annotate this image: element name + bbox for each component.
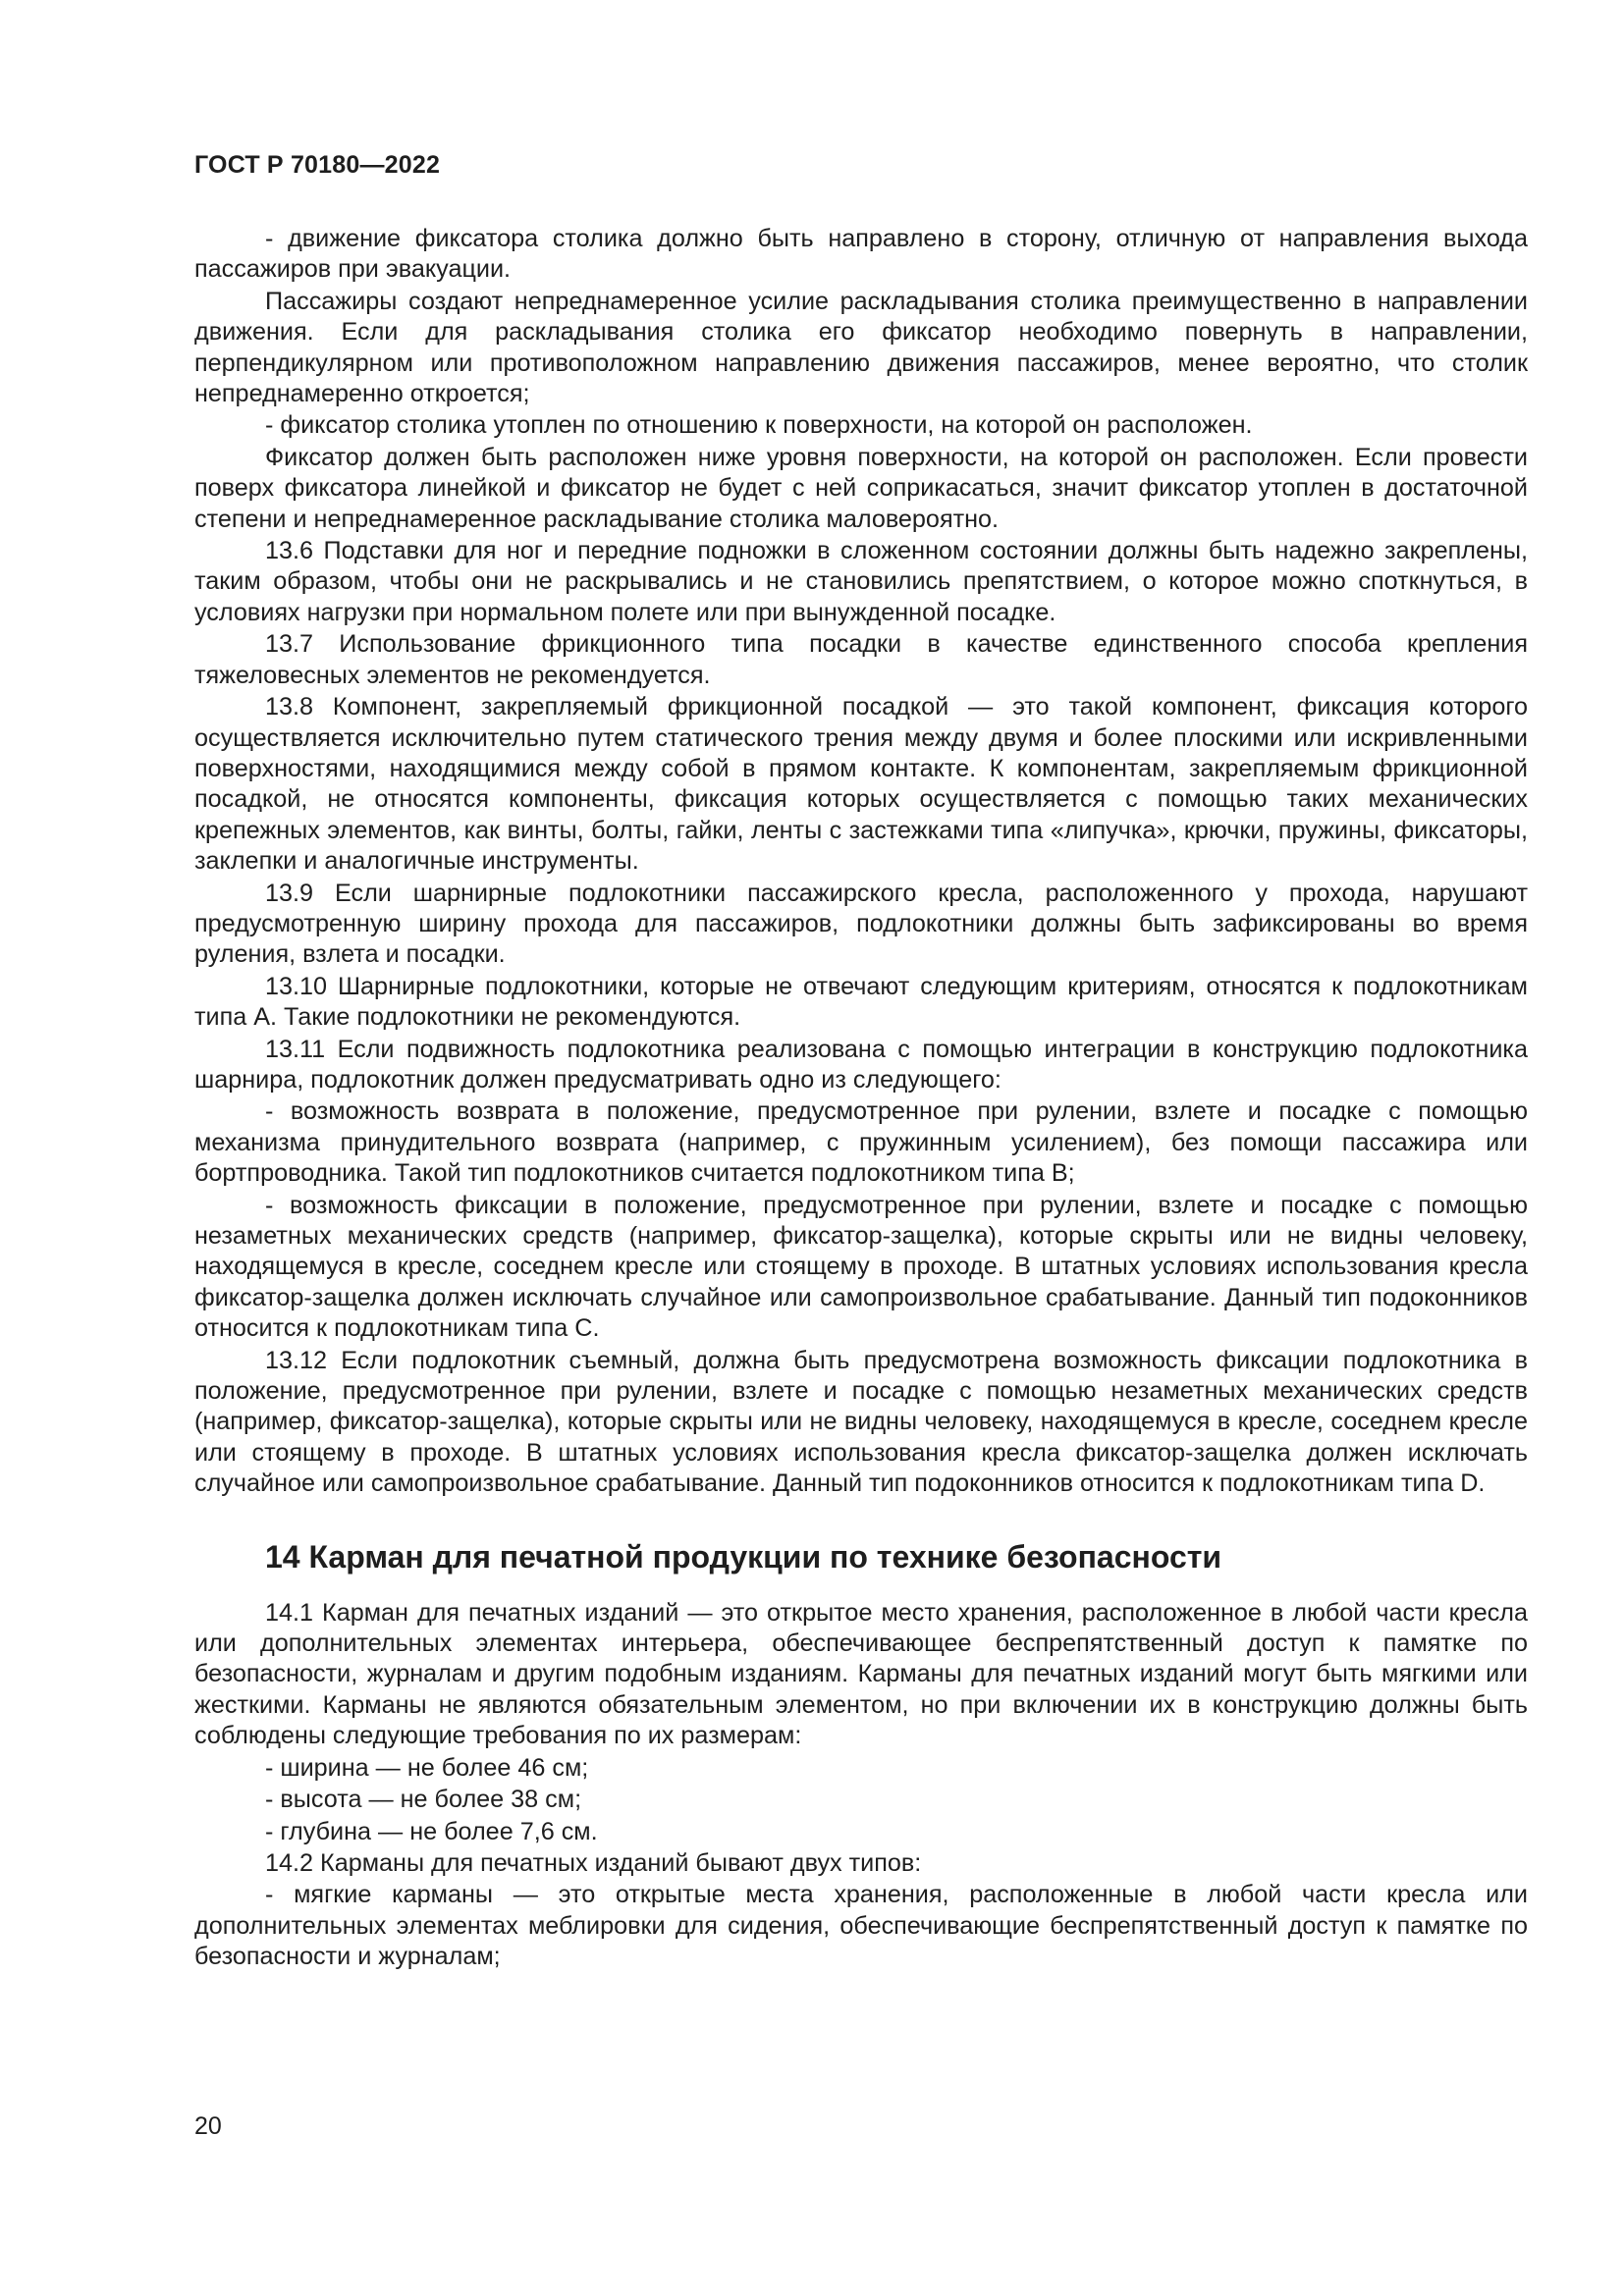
paragraph: - фиксатор столика утоплен по отношению к поверхности, на которой он расположен. [265, 411, 1253, 440]
paragraph-13-12: 13.12 Если подлокотник съемный, должна быть предусмотрена возможность фиксации подлокотника в положение, предусмотренное при рулении, взлете и посадке с помощью незаметных механических средств (например, фиксатор-защелка), которые скрыты или не видны человеку, находящемуся в кресле, соседнем кресле или стоящему в проходе. В штатных условиях использования кресла фиксатор-защелка должен исключать случайное или самопроизвольное срабатывание. Данный тип подоконников относится к подлокотникам типа D. [194, 1346, 1528, 1498]
paragraph-13-10: 13.10 Шарнирные подлокотники, которые не отвечают следующим критериям, относятся к подлокотникам типа А. Такие подлокотники не рекомендуются. [194, 972, 1528, 1032]
paragraph-13-8: 13.8 Компонент, закрепляемый фрикционной посадкой — это такой компонент, фиксация которого осуществляется исключительно путем статического трения между двумя и более плоскими или искривленными поверхностями, находящимися между собой в прямом контакте. К компонентам, закрепляемым фрикционной посадкой, не относятся компоненты, фиксация которых осуществляется с помощью таких механических крепежных элементов, как винты, болты, гайки, ленты с застежками типа «липучка», крючки, пружины, фиксаторы, заклепки и аналогичные инструменты. [194, 693, 1528, 876]
paragraph-13-9: 13.9 Если шарнирные подлокотники пассажирского кресла, расположенного у прохода, нарушают предусмотренную ширину прохода для пассажиров, подлокотники должны быть зафиксированы во время руления, взлета и посадки. [194, 879, 1528, 969]
list-item: - ширина — не более 46 см; [265, 1753, 589, 1782]
list-item: - глубина — не более 7,6 см. [265, 1817, 598, 1845]
document-code-header: ГОСТ Р 70180—2022 [194, 151, 441, 179]
paragraph-13-7: 13.7 Использование фрикционного типа посадки в качестве единственного способа крепления тяжеловесных элементов не рекомендуется. [194, 630, 1528, 689]
paragraph-14-2: 14.2 Карманы для печатных изданий бывают двух типов: [265, 1848, 922, 1877]
section-heading-14: 14 Карман для печатной продукции по технике безопасности [265, 1538, 1222, 1575]
list-item: - высота — не более 38 см; [265, 1786, 582, 1814]
paragraph: Фиксатор должен быть расположен ниже уровня поверхности, на которой он расположен. Если провести поверх фиксатора линейкой и фиксатор не будет с ней соприкасаться, значит фиксатор утоплен в достаточной степени и непреднамеренное раскладывание столика маловероятно. [194, 443, 1528, 533]
paragraph-13-6: 13.6 Подставки для ног и передние подножки в сложенном состоянии должны быть надежно закреплены, таким образом, чтобы они не раскрывались и не становились препятствием, о которое можно споткнуться, в условиях нагрузки при нормальном полете или при вынужденной посадке. [194, 537, 1528, 626]
list-item: - мягкие карманы — это открытые места хранения, расположенные в любой части кресла или дополнительных элементах меблировки для сидения, обеспечивающие беспрепятственный доступ к памятке по безопасности и журналам; [194, 1881, 1528, 1971]
list-item: - возможность возврата в положение, предусмотренное при рулении, взлете и посадке с помощью механизма принудительного возврата (например, с пружинным усилением), без помощи пассажира или бортпроводника. Такой тип подлокотников считается подлокотником типа В; [194, 1097, 1528, 1188]
document-body [194, 224, 1528, 1973]
page-number: 20 [194, 2112, 222, 2140]
list-item: - возможность фиксации в положение, предусмотренное при рулении, взлете и посадке с помощью незаметных механических средств (например, фиксатор-защелка), которые скрыты или не видны человеку, находящемуся в кресле, соседнем кресле или стоящему в проходе. В штатных условиях использования кресла фиксатор-защелка должен исключать случайное или самопроизвольное срабатывание. Данный тип подоконников относится к подлокотникам типа С. [194, 1191, 1528, 1343]
paragraph: - движение фиксатора столика должно быть направлено в сторону, отличную от направления выхода пассажиров при эвакуации. [194, 225, 1528, 284]
paragraph-14-1: 14.1 Карман для печатных изданий — это открытое место хранения, расположенное в любой части кресла или дополнительных элементах интерьера, обеспечивающее беспрепятственный доступ к памятке по безопасности, журналам и другим подобным изданиям. Карманы для печатных изданий могут быть мягкими или жесткими. Карманы не являются обязательным элементом, но при включении их в конструкцию должны быть соблюдены следующие требования по их размерам: [194, 1598, 1528, 1750]
paragraph-13-11: 13.11 Если подвижность подлокотника реализована с помощью интеграции в конструкцию подлокотника шарнира, подлокотник должен предусматривать одно из следующего: [194, 1035, 1528, 1094]
paragraph: Пассажиры создают непреднамеренное усилие раскладывания столика преимущественно в направлении движения. Если для раскладывания столика его фиксатор необходимо повернуть в направлении, перпендикулярном или противоположном направлению движения пассажиров, менее вероятно, что столик непреднамеренно откроется; [194, 287, 1528, 408]
